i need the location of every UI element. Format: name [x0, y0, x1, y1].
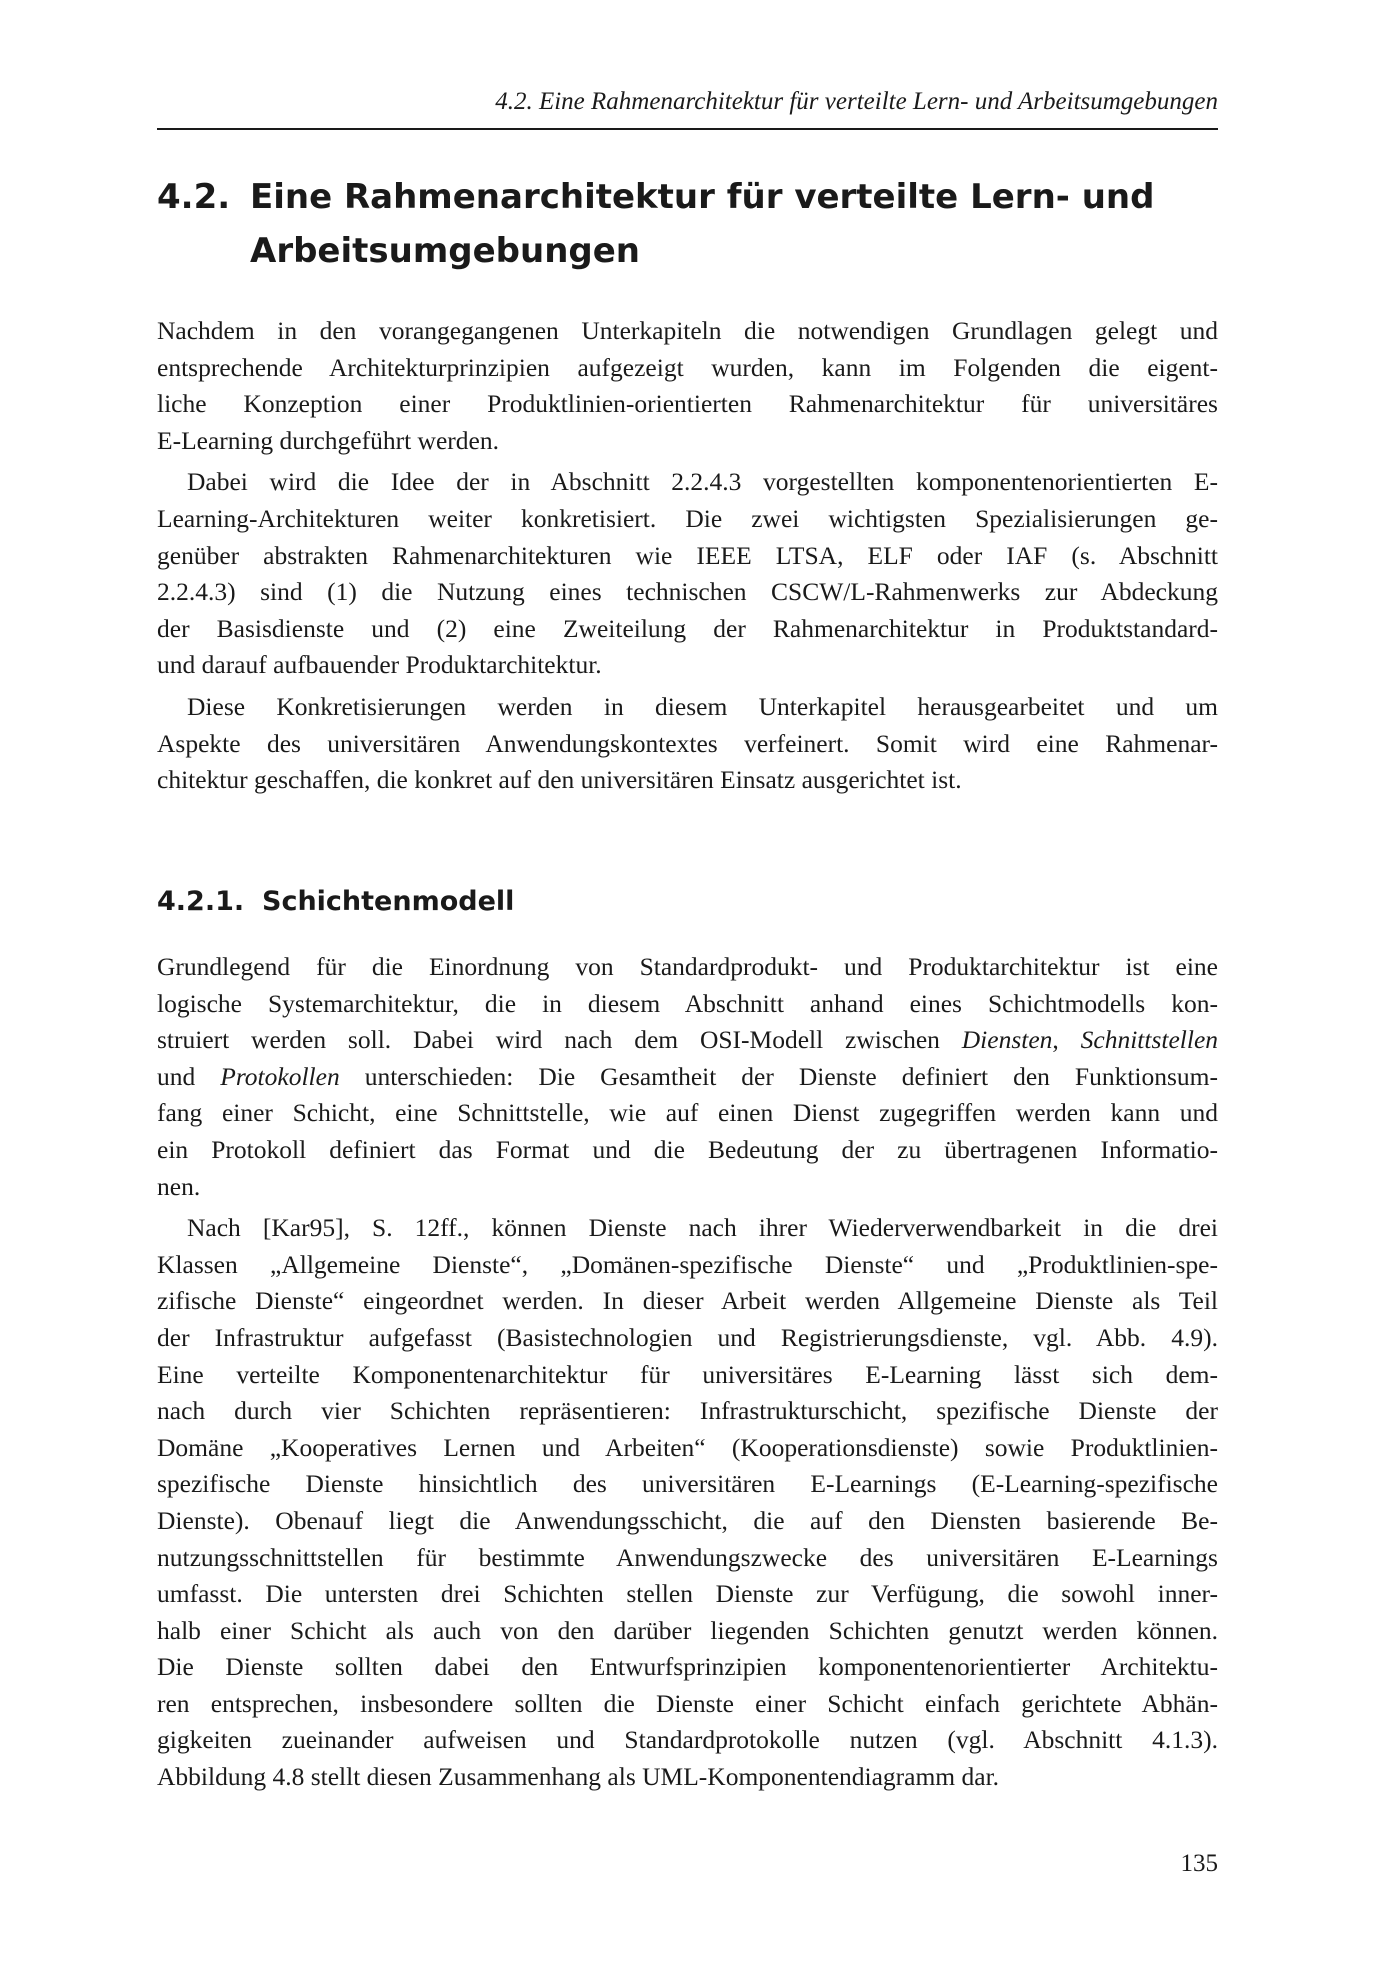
text-line: Aspekte des universitären Anwendungskontextes verfeinert. Somit wird eine Rahmenar- — [157, 728, 1218, 758]
text-line: Abbildung 4.8 stellt diesen Zusammenhang als UML-Komponentendiagramm dar. — [157, 1762, 1000, 1792]
text-line: ren entsprechen, insbesondere sollten die Dienste einer Schicht einfach gerichtete Abhän- — [157, 1688, 1218, 1718]
text-line: nutzungsschnittstellen für bestimmte Anwendungszwecke des universitären E-Learnings — [157, 1542, 1218, 1572]
text-line: liche Konzeption einer Produktlinien-orientierten Rahmenarchitektur für universitäres — [157, 389, 1218, 419]
text-line: halb einer Schicht als auch von den darüber liegenden Schichten genutzt werden können. — [157, 1615, 1218, 1645]
paragraph — [157, 464, 1218, 684]
text-line: zifische Dienste“ eingeordnet werden. In dieser Arbeit werden Allgemeine Dienste als Teil — [157, 1286, 1218, 1316]
section-title-line-1: Eine Rahmenarchitektur für verteilte Lern- und — [250, 177, 1155, 217]
text-line: und darauf aufbauender Produktarchitektur. — [157, 650, 602, 680]
text-line: entsprechende Architekturprinzipien aufgezeigt wurden, kann im Folgenden die eigent- — [157, 352, 1218, 382]
header-rule — [157, 128, 1218, 130]
text-line: gigkeiten zueinander aufweisen und Standardprotokolle nutzen (vgl. Abschnitt 4.1.3). — [157, 1725, 1218, 1755]
section-heading — [157, 170, 1218, 278]
text-line: Dabei wird die Idee der in Abschnitt 2.2.4.3 vorgestellten komponentenorientierten E- — [187, 467, 1218, 497]
text-line: Nachdem in den vorangegangenen Unterkapiteln die notwendigen Grundlagen gelegt und — [157, 316, 1218, 345]
text-line: chitektur geschaffen, die konkret auf den universitären Einsatz ausgerichtet ist. — [157, 765, 962, 795]
intro-text — [157, 313, 1218, 799]
text-line: E-Learning durchgeführt werden. — [157, 425, 499, 455]
paragraph — [157, 313, 1218, 459]
text-line: genüber abstrakten Rahmenarchitekturen wie IEEE LTSA, ELF oder IAF (s. Abschnitt — [157, 540, 1218, 570]
paragraph — [157, 1210, 1218, 1796]
text-line: spezifische Dienste hinsichtlich des universitären E-Learnings (E-Learning-spezifische — [157, 1469, 1218, 1499]
text-line — [157, 1022, 1218, 1059]
section-number: 4.2. — [157, 177, 231, 217]
text-line: logische Systemarchitektur, die in diesem Abschnitt anhand eines Schichtmodells kon- — [157, 988, 1218, 1018]
text-line: der Basisdienste und (2) eine Zweiteilung der Rahmenarchitektur in Produktstandard- — [157, 613, 1218, 643]
page-number: 135 — [1180, 1850, 1218, 1877]
term-schnittstellen: Schnittstellen — [1080, 1025, 1219, 1055]
paragraph — [157, 689, 1218, 799]
text-line: 2.2.4.3) sind (1) die Nutzung eines technischen CSCW/L-Rahmenwerks zur Abdeckung — [157, 577, 1218, 607]
text-span: , — [1052, 1025, 1081, 1055]
term-protokollen: Protokollen — [220, 1061, 340, 1091]
running-header: 4.2. Eine Rahmenarchitektur für verteilte Lern- und Arbeitsumgebungen — [495, 88, 1218, 115]
text-line: Domäne „Kooperatives Lernen und Arbeiten“ (Kooperationsdienste) sowie Produktlinien- — [157, 1432, 1218, 1462]
text-line: Klassen „Allgemeine Dienste“, „Domänen-spezifische Dienste“ und „Produktlinien-spe- — [157, 1249, 1218, 1279]
text-line: Diese Konkretisierungen werden in diesem Unterkapitel herausgearbeitet und um — [187, 691, 1218, 721]
text-line: Dienste). Obenauf liegt die Anwendungsschicht, die auf den Diensten basierende Be- — [157, 1505, 1218, 1535]
text-line: der Infrastruktur aufgefasst (Basistechnologien und Registrierungsdienste, vgl. Abb. 4.9). — [157, 1322, 1218, 1352]
text-line: nen. — [157, 1171, 201, 1201]
term-diensten: Diensten — [961, 1025, 1053, 1055]
text-span: und — [157, 1061, 221, 1091]
text-line — [157, 1059, 1218, 1096]
text-line: Die Dienste sollten dabei den Entwurfsprinzipien komponentenorientierter Architektu- — [157, 1652, 1218, 1682]
section-title-line-2: Arbeitsumgebungen — [250, 231, 641, 271]
text-line: nach durch vier Schichten repräsentieren: Infrastrukturschicht, spezifische Dienste der — [157, 1396, 1218, 1426]
text-line: fang einer Schicht, eine Schnittstelle, wie auf einen Dienst zugegriffen werden kann und — [157, 1098, 1218, 1128]
text-line: Nach [Kar95], S. 12ff., können Dienste nach ihrer Wiederverwendbarkeit in die drei — [187, 1213, 1218, 1243]
subsection-heading — [157, 882, 1218, 922]
text-line: ein Protokoll definiert das Format und die Bedeutung der zu übertragenen Informatio- — [157, 1134, 1218, 1164]
subsection-number: 4.2.1. — [157, 886, 245, 917]
text-line: Learning-Architekturen weiter konkretisiert. Die zwei wichtigsten Spezialisierungen ge- — [157, 503, 1218, 533]
paragraph — [157, 949, 1218, 1205]
text-line: umfasst. Die untersten drei Schichten stellen Dienste zur Verfügung, die sowohl inner- — [157, 1579, 1218, 1609]
text-span: struiert werden soll. Dabei wird nach dem OSI-Modell zwischen — [157, 1025, 962, 1055]
schichtenmodell-text — [157, 949, 1218, 1796]
text-line: Grundlegend für die Einordnung von Standardprodukt- und Produktarchitektur ist eine — [157, 952, 1218, 981]
text-span: unterschieden: Die Gesamtheit der Dienste definiert den Funktionsum- — [339, 1061, 1219, 1091]
subsection-title: Schichtenmodell — [262, 886, 515, 917]
text-line: Eine verteilte Komponentenarchitektur für universitäres E-Learning lässt sich dem- — [157, 1359, 1218, 1389]
